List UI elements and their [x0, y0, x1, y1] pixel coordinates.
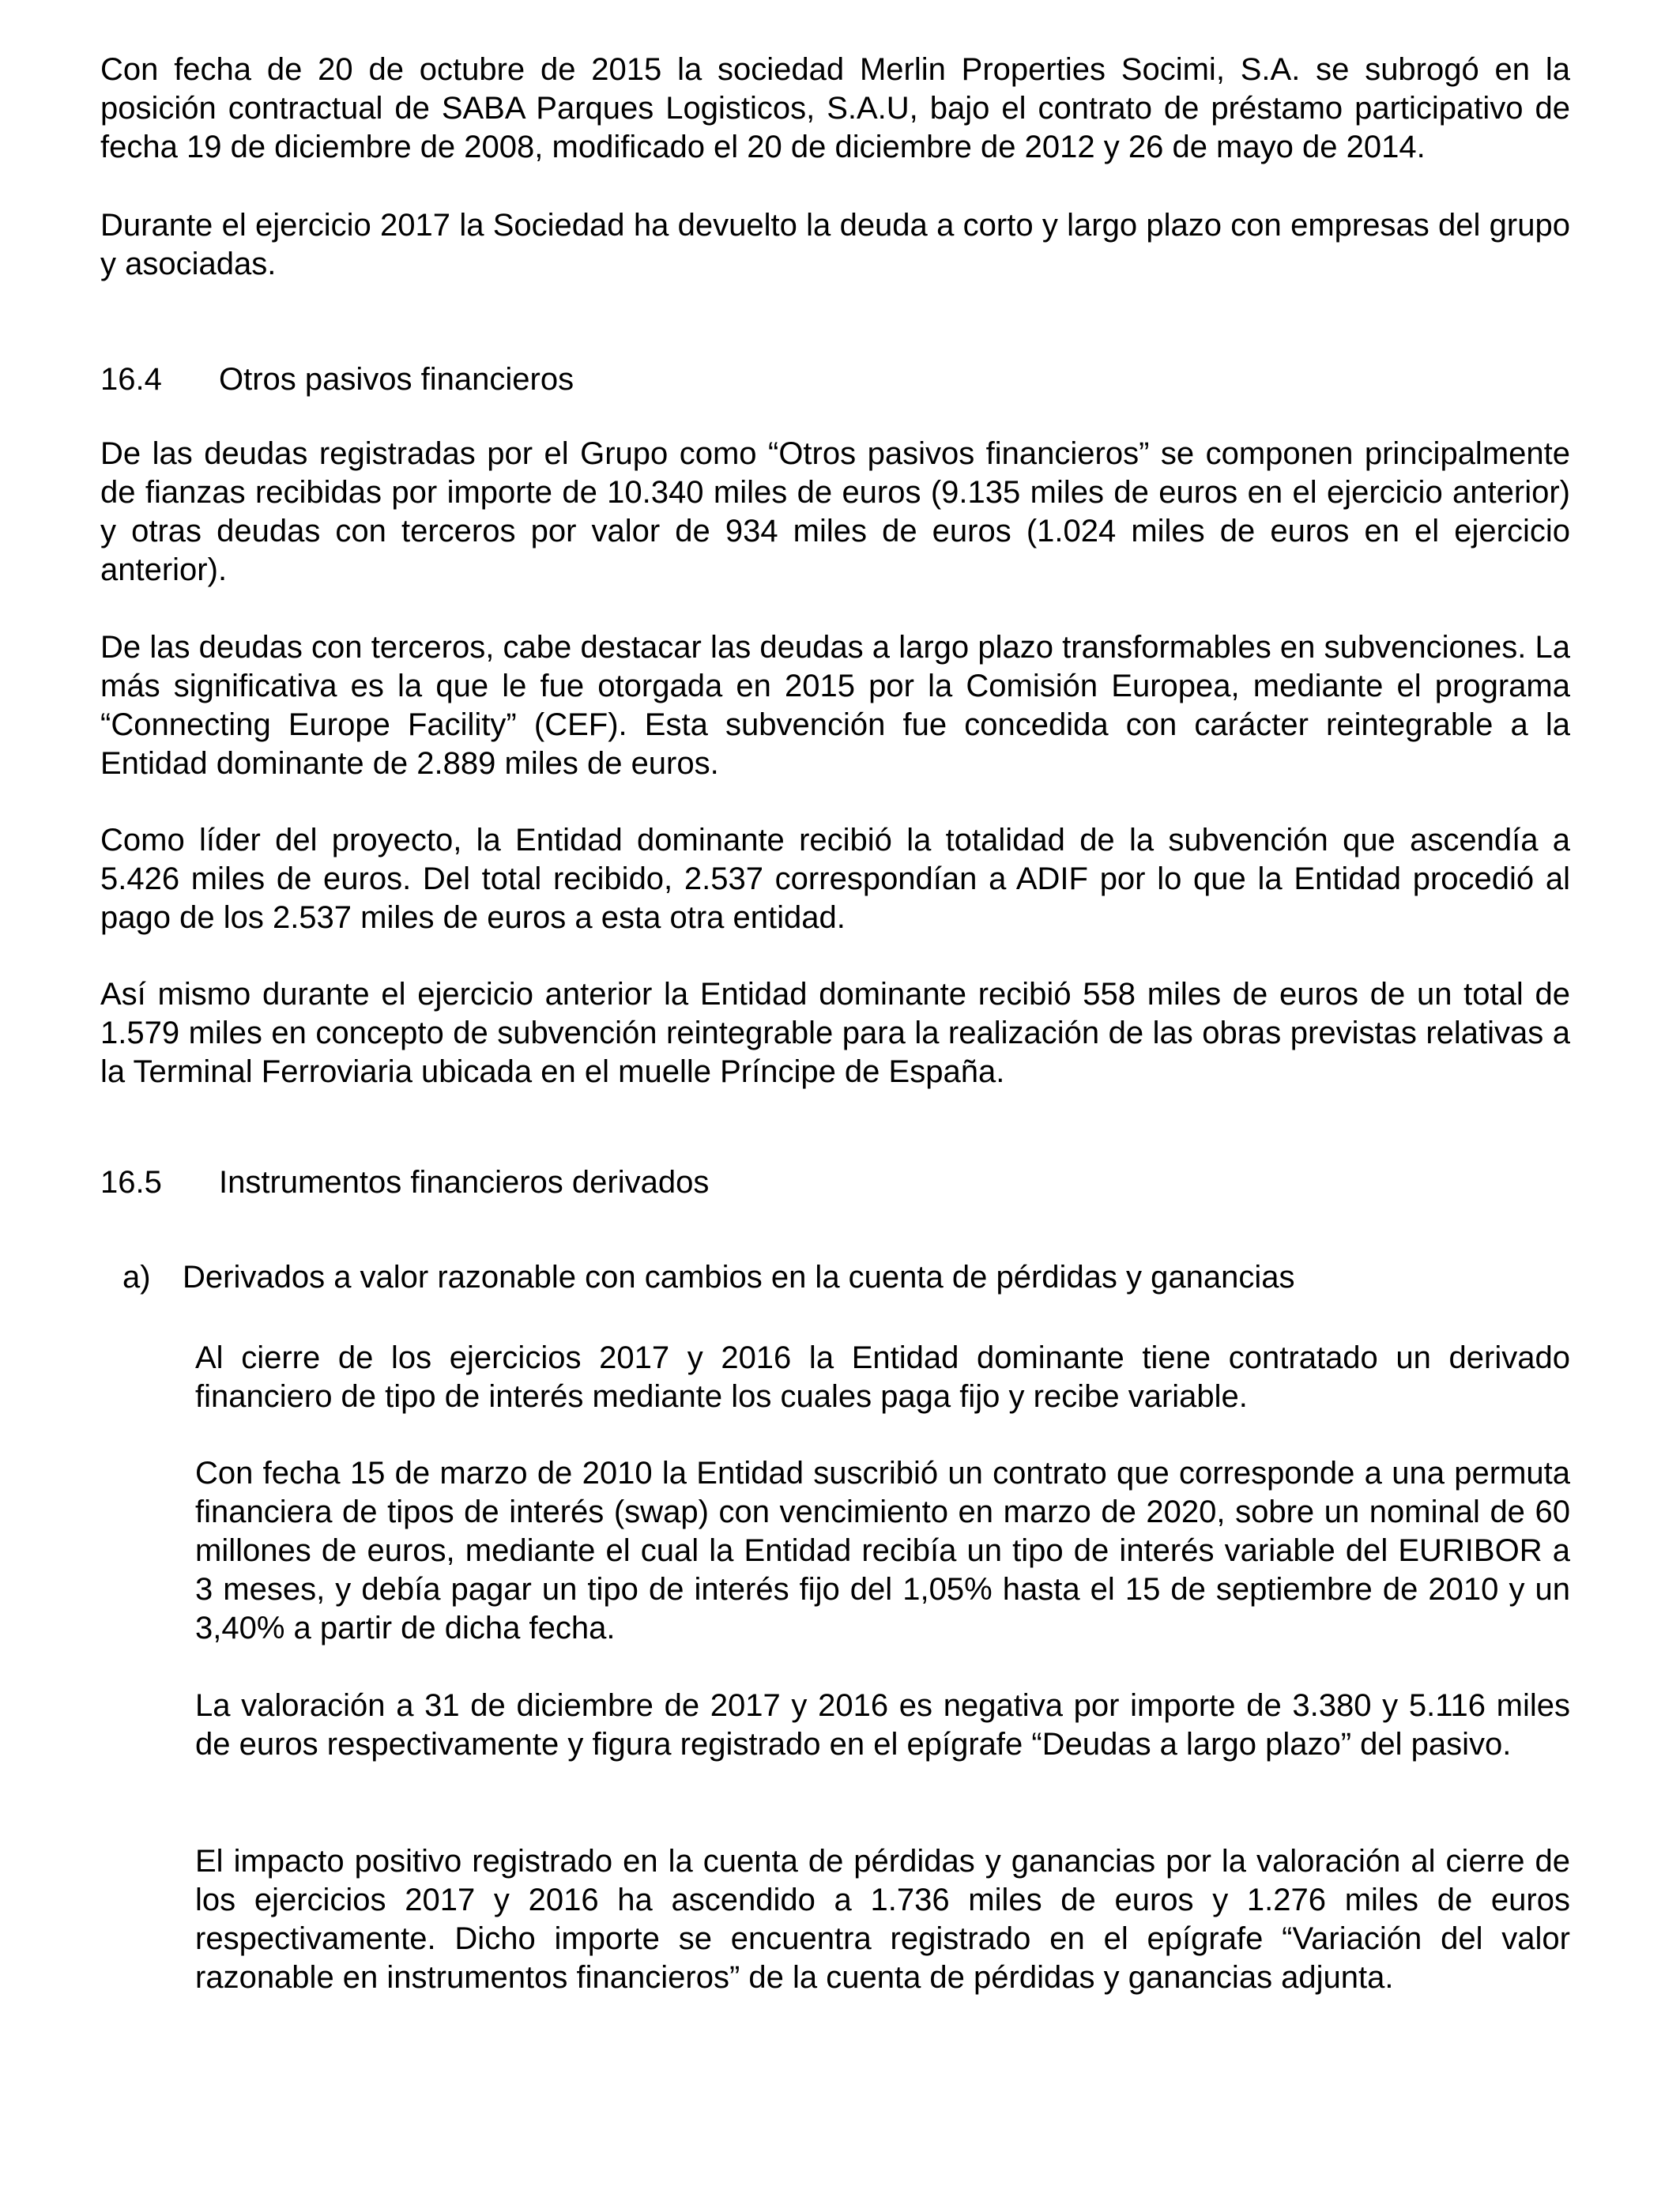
section-number: 16.5 [100, 1165, 162, 1200]
paragraph-positive-impact: El impacto positivo registrado en la cuenta de pérdidas y ganancias por la valoración al cierre de los ejercicios 2017 y 2016 ha ascendido a 1.736 miles de euros y 1.276 miles de euros respectivamente. Dicho importe se encuentra registrado en el epígrafe “Variación del valor razonable en instrumentos financieros” de la cuenta de pérdidas y ganancias adjunta. [195, 1844, 1570, 1995]
paragraph-railway-terminal: Así mismo durante el ejercicio anterior la Entidad dominante recibió 558 miles de euros de un total de 1.579 miles en concepto de subvención reintegrable para la realización de las obras previstas relativas a la Terminal Ferroviaria ubicada en el muelle Príncipe de España. [100, 977, 1570, 1089]
paragraph-other-liabilities: De las deudas registradas por el Grupo como “Otros pasivos financieros” se componen principalmente de fianzas recibidas por importe de 10.340 miles de euros (9.135 miles de euros en el ejercicio anterior) y otras deudas con terceros por valor de 934 miles de euros (1.024 miles de euros en el ejercicio anterior). [100, 436, 1570, 587]
paragraph-swap-details: Con fecha 15 de marzo de 2010 la Entidad suscribió un contrato que corresponde a una permuta financiera de tipos de interés (swap) con vencimiento en marzo de 2020, sobre un nominal de 60 millones de euros, mediante el cual la Entidad recibía un tipo de interés variable del EURIBOR a 3 meses, y debía pagar un tipo de interés fijo del 1,05% hasta el 15 de septiembre de 2010 y un 3,40% a partir de dicha fecha. [195, 1456, 1570, 1646]
section-heading-16-5 [100, 1163, 709, 1202]
section-heading-16-4 [100, 360, 574, 399]
paragraph-debt-repayment: Durante el ejercicio 2017 la Sociedad ha devuelto la deuda a corto y largo plazo con empresas del grupo y asociadas. [100, 208, 1570, 281]
paragraph-derivative-contract: Al cierre de los ejercicios 2017 y 2016 la Entidad dominante tiene contratado un derivado financiero de tipo de interés mediante los cuales paga fijo y recibe variable. [195, 1340, 1570, 1414]
paragraph-merlin-subrogation: Con fecha de 20 de octubre de 2015 la sociedad Merlin Properties Socimi, S.A. se subrogó en la posición contractual de SABA Parques Logisticos, S.A.U, bajo el contrato de préstamo participativo de fecha 19 de diciembre de 2008, modificado el 20 de diciembre de 2012 y 26 de mayo de 2014. [100, 52, 1570, 164]
paragraph-third-party-debts: De las deudas con terceros, cabe destacar las deudas a largo plazo transformables en subvenciones. La más significativa es la que le fue otorgada en 2015 por la Comisión Europea, mediante el programa “Connecting Europe Facility” (CEF). Esta subvención fue concedida con carácter reintegrable a la Entidad dominante de 2.889 miles de euros. [100, 630, 1570, 781]
section-title: Instrumentos financieros derivados [219, 1165, 710, 1200]
section-title: Otros pasivos financieros [219, 362, 574, 397]
section-number: 16.4 [100, 362, 162, 397]
paragraph-project-leader: Como líder del proyecto, la Entidad dominante recibió la totalidad de la subvención que ascendía a 5.426 miles de euros. Del total recibido, 2.537 correspondían a ADIF por lo que la Entidad procedió al pago de los 2.537 miles de euros a esta otra entidad. [100, 823, 1570, 935]
subsection-title: Derivados a valor razonable con cambios en la cuenta de pérdidas y ganancias [183, 1260, 1295, 1295]
paragraph-valuation: La valoración a 31 de diciembre de 2017 y 2016 es negativa por importe de 3.380 y 5.116 miles de euros respectivamente y figura registrado en el epígrafe “Deudas a largo plazo” del pasivo. [195, 1688, 1570, 1762]
subsection-letter: a) [122, 1260, 151, 1295]
subsection-heading-a [122, 1258, 1295, 1297]
